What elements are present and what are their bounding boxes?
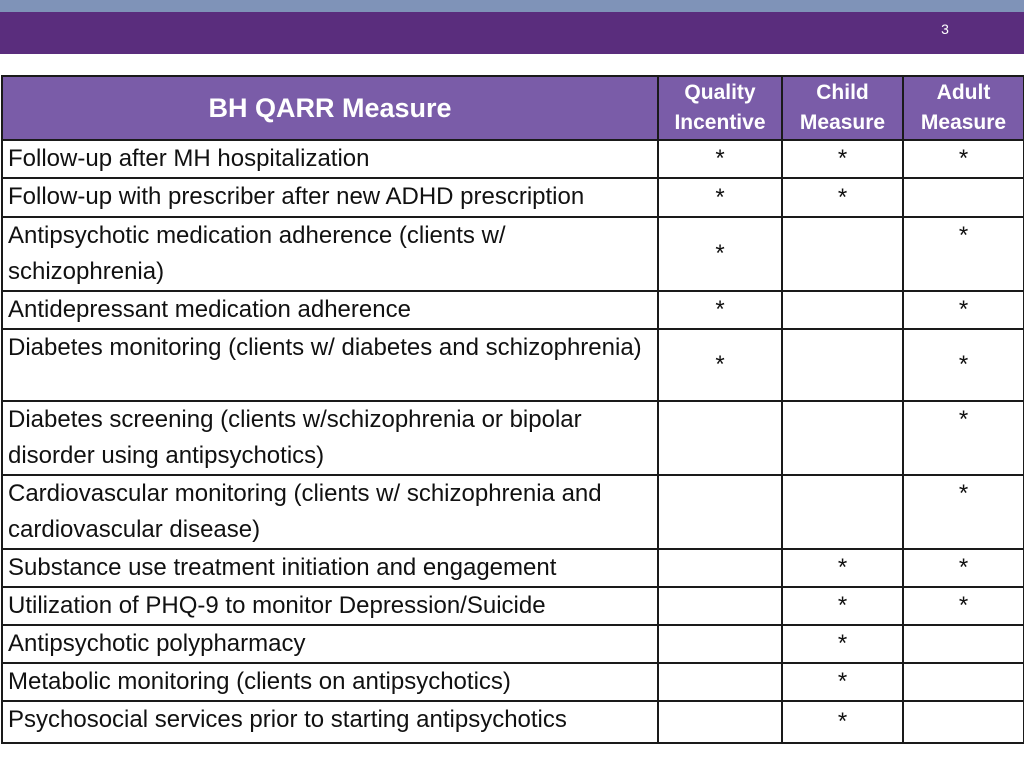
- column-header-quality-incentive: [658, 76, 782, 140]
- quality-incentive-mark: [658, 663, 782, 701]
- quality-incentive-mark: [658, 475, 782, 549]
- measure-name: Utilization of PHQ-9 to monitor Depression/Suicide: [2, 587, 658, 625]
- measure-name: Cardiovascular monitoring (clients w/ schizophrenia and cardiovascular disease): [2, 475, 658, 549]
- measure-name: Diabetes screening (clients w/schizophrenia or bipolar disorder using antipsychotics): [2, 401, 658, 475]
- quality-incentive-mark: [658, 701, 782, 743]
- measure-name: Diabetes monitoring (clients w/ diabetes and schizophrenia): [2, 329, 658, 401]
- measure-name: Follow-up with prescriber after new ADHD prescription: [2, 178, 658, 217]
- measure-name: Psychosocial services prior to starting antipsychotics: [2, 701, 658, 743]
- measure-name: Substance use treatment initiation and engagement: [2, 549, 658, 587]
- table-row: [2, 217, 1024, 291]
- table-header-row: [2, 76, 1024, 140]
- table-row: [2, 178, 1024, 217]
- measure-name: Metabolic monitoring (clients on antipsychotics): [2, 663, 658, 701]
- header-line: Measure: [799, 111, 886, 134]
- adult-measure-mark: *: [903, 140, 1024, 178]
- adult-measure-mark: *: [903, 329, 1024, 401]
- table-row: [2, 140, 1024, 178]
- table-row: [2, 401, 1024, 475]
- table-row: [2, 625, 1024, 663]
- adult-measure-mark: [903, 178, 1024, 217]
- child-measure-mark: *: [782, 178, 903, 217]
- header-line: Adult: [936, 81, 991, 104]
- table-row: [2, 701, 1024, 743]
- measure-name: Antipsychotic medication adherence (clients w/ schizophrenia): [2, 217, 658, 291]
- quality-incentive-mark: *: [658, 291, 782, 329]
- quality-incentive-mark: *: [658, 217, 782, 291]
- adult-measure-mark: [903, 701, 1024, 743]
- adult-measure-mark: *: [903, 549, 1024, 587]
- child-measure-mark: *: [782, 701, 903, 743]
- adult-measure-mark: *: [903, 475, 1024, 549]
- slide-header-bar: [0, 12, 1024, 54]
- table-row: [2, 663, 1024, 701]
- quality-incentive-mark: [658, 625, 782, 663]
- header-line: Incentive: [674, 111, 766, 134]
- quality-incentive-mark: [658, 401, 782, 475]
- child-measure-mark: [782, 329, 903, 401]
- header-line: Child: [816, 81, 869, 104]
- child-measure-mark: *: [782, 587, 903, 625]
- measure-name: Antipsychotic polypharmacy: [2, 625, 658, 663]
- child-measure-mark: *: [782, 663, 903, 701]
- table-row: [2, 291, 1024, 329]
- child-measure-mark: [782, 291, 903, 329]
- adult-measure-mark: [903, 663, 1024, 701]
- child-measure-mark: *: [782, 549, 903, 587]
- quality-incentive-mark: *: [658, 178, 782, 217]
- child-measure-mark: [782, 217, 903, 291]
- column-header-child-measure: [782, 76, 903, 140]
- quality-incentive-mark: [658, 549, 782, 587]
- header-line: Measure: [920, 111, 1007, 134]
- column-header-adult-measure: [903, 76, 1024, 140]
- header-line: Quality: [684, 81, 756, 104]
- adult-measure-mark: [903, 625, 1024, 663]
- adult-measure-mark: *: [903, 217, 1024, 291]
- child-measure-mark: [782, 475, 903, 549]
- child-measure-mark: *: [782, 625, 903, 663]
- child-measure-mark: *: [782, 140, 903, 178]
- measure-name: Antidepressant medication adherence: [2, 291, 658, 329]
- measure-name: Follow-up after MH hospitalization: [2, 140, 658, 178]
- adult-measure-mark: *: [903, 291, 1024, 329]
- adult-measure-mark: *: [903, 587, 1024, 625]
- quality-incentive-mark: *: [658, 329, 782, 401]
- quality-incentive-mark: [658, 587, 782, 625]
- adult-measure-mark: *: [903, 401, 1024, 475]
- child-measure-mark: [782, 401, 903, 475]
- table-row: [2, 475, 1024, 549]
- table-row: [2, 587, 1024, 625]
- column-header-measure: BH QARR Measure: [2, 76, 658, 140]
- bh-qarr-measure-table: [1, 75, 1024, 744]
- top-accent-stripe: [0, 0, 1024, 12]
- quality-incentive-mark: *: [658, 140, 782, 178]
- table-row: [2, 329, 1024, 401]
- table-row: [2, 549, 1024, 587]
- page-number: 3: [941, 21, 949, 37]
